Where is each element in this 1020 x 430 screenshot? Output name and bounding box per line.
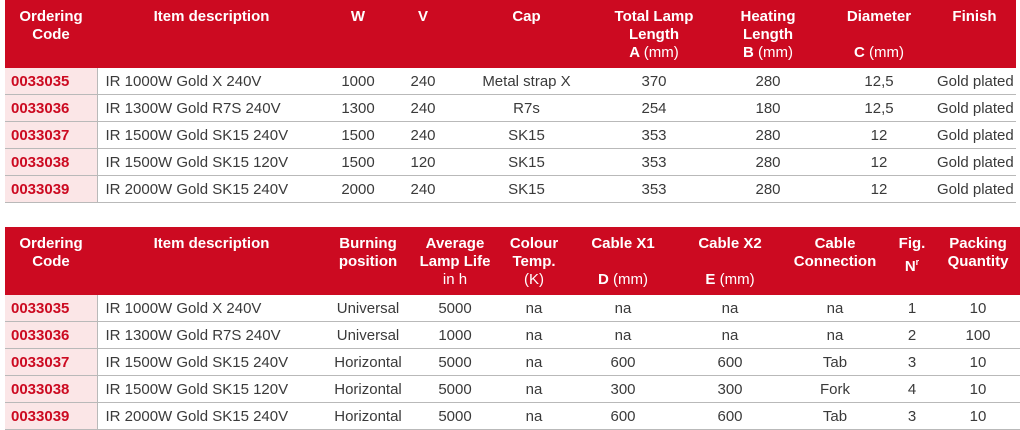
cell-cable-connection: Tab: [782, 349, 888, 376]
header-finish: Finish: [933, 0, 1016, 68]
cell-colour-temp: na: [500, 322, 568, 349]
cell-cap: SK15: [456, 176, 597, 203]
cell-item-description: IR 1000W Gold X 240V: [97, 295, 326, 322]
header-fig-nr: Fig. $N^r$: [888, 227, 936, 295]
cell-diameter: 12: [825, 149, 933, 176]
cell-cable-x1: na: [568, 322, 678, 349]
cell-item-description: IR 1500W Gold SK15 240V: [97, 122, 326, 149]
table-row: [5, 68, 1016, 95]
cell-watt: 1500: [326, 122, 390, 149]
cell-heating-length: 280: [711, 149, 825, 176]
cell-fig-nr: 3: [888, 403, 936, 430]
cell-colour-temp: na: [500, 403, 568, 430]
header-cable-x2: Cable X2 E (mm): [678, 227, 782, 295]
cell-volt: 240: [390, 176, 456, 203]
cell-fig-nr: 3: [888, 349, 936, 376]
header-volt: V: [390, 0, 456, 68]
header-ordering-code: Ordering Code: [5, 227, 97, 295]
header-packing-quantity: Packing Quantity: [936, 227, 1020, 295]
cell-average-lamp-life: 5000: [410, 376, 500, 403]
cell-burning-position: Universal: [326, 295, 410, 322]
cell-ordering-code: 0033037: [5, 349, 97, 376]
cell-packing-quantity: 10: [936, 376, 1020, 403]
table-header-row: [5, 227, 1020, 295]
cell-finish: Gold plated: [933, 149, 1016, 176]
cell-cap: R7s: [456, 95, 597, 122]
header-heating-length: Heating Length B (mm): [711, 0, 825, 68]
cell-total-lamp-length: 370: [597, 68, 711, 95]
cell-ordering-code: 0033038: [5, 149, 97, 176]
header-average-lamp-life: Average Lamp Life in h: [410, 227, 500, 295]
cell-volt: 240: [390, 68, 456, 95]
cell-cable-x1: 600: [568, 349, 678, 376]
cell-ordering-code: 0033036: [5, 322, 97, 349]
cell-diameter: 12: [825, 122, 933, 149]
cell-packing-quantity: 10: [936, 295, 1020, 322]
cell-heating-length: 280: [711, 68, 825, 95]
cell-average-lamp-life: 5000: [410, 349, 500, 376]
cell-cable-x1: 300: [568, 376, 678, 403]
cell-heating-length: 280: [711, 122, 825, 149]
cell-average-lamp-life: 1000: [410, 322, 500, 349]
cell-cable-connection: Fork: [782, 376, 888, 403]
cell-cap: SK15: [456, 122, 597, 149]
cell-packing-quantity: 100: [936, 322, 1020, 349]
cell-cable-x1: 600: [568, 403, 678, 430]
cell-heating-length: 180: [711, 95, 825, 122]
cell-total-lamp-length: 353: [597, 149, 711, 176]
cell-heating-length: 280: [711, 176, 825, 203]
cell-cable-x2: na: [678, 322, 782, 349]
cell-cable-x2: 300: [678, 376, 782, 403]
cell-item-description: IR 1300W Gold R7S 240V: [97, 322, 326, 349]
header-burning-position: Burning position: [326, 227, 410, 295]
cell-watt: 1300: [326, 95, 390, 122]
cell-finish: Gold plated: [933, 122, 1016, 149]
cell-ordering-code: 0033035: [5, 68, 97, 95]
cell-cable-connection: na: [782, 295, 888, 322]
cell-cable-x1: na: [568, 295, 678, 322]
cell-finish: Gold plated: [933, 95, 1016, 122]
cell-ordering-code: 0033038: [5, 376, 97, 403]
cell-finish: Gold plated: [933, 176, 1016, 203]
cell-cable-x2: 600: [678, 349, 782, 376]
cell-ordering-code: 0033039: [5, 403, 97, 430]
cell-packing-quantity: 10: [936, 403, 1020, 430]
cell-ordering-code: 0033035: [5, 295, 97, 322]
table-row: [5, 122, 1016, 149]
header-watt: W: [326, 0, 390, 68]
cell-average-lamp-life: 5000: [410, 295, 500, 322]
cell-item-description: IR 1500W Gold SK15 240V: [97, 349, 326, 376]
table-row: [5, 322, 1020, 349]
table-row: [5, 295, 1020, 322]
table-row: [5, 176, 1016, 203]
specs-table-dimensions: [5, 0, 1016, 203]
cell-item-description: IR 2000W Gold SK15 240V: [97, 403, 326, 430]
cell-item-description: IR 1500W Gold SK15 120V: [97, 149, 326, 176]
cell-diameter: 12,5: [825, 95, 933, 122]
header-item-description: Item description: [97, 227, 326, 295]
cell-cable-x2: na: [678, 295, 782, 322]
cell-item-description: IR 1500W Gold SK15 120V: [97, 376, 326, 403]
table-row: [5, 149, 1016, 176]
header-cable-x1: Cable X1 D (mm): [568, 227, 678, 295]
cell-diameter: 12: [825, 176, 933, 203]
cell-ordering-code: 0033037: [5, 122, 97, 149]
cell-cable-x2: 600: [678, 403, 782, 430]
cell-fig-nr: 4: [888, 376, 936, 403]
table-row: [5, 349, 1020, 376]
cell-cap: Metal strap X: [456, 68, 597, 95]
cell-volt: 240: [390, 122, 456, 149]
cell-fig-nr: 1: [888, 295, 936, 322]
cell-volt: 240: [390, 95, 456, 122]
cell-finish: Gold plated: [933, 68, 1016, 95]
cell-burning-position: Horizontal: [326, 376, 410, 403]
header-item-description: Item description: [97, 0, 326, 68]
cell-burning-position: Horizontal: [326, 349, 410, 376]
header-cap: Cap: [456, 0, 597, 68]
cell-total-lamp-length: 254: [597, 95, 711, 122]
header-colour-temp: Colour Temp. (K): [500, 227, 568, 295]
cell-watt: 1000: [326, 68, 390, 95]
cell-item-description: IR 2000W Gold SK15 240V: [97, 176, 326, 203]
cell-watt: 2000: [326, 176, 390, 203]
cell-watt: 1500: [326, 149, 390, 176]
cell-colour-temp: na: [500, 295, 568, 322]
table-row: [5, 95, 1016, 122]
header-cable-connection: Cable Connection: [782, 227, 888, 295]
cell-ordering-code: 0033036: [5, 95, 97, 122]
cell-average-lamp-life: 5000: [410, 403, 500, 430]
cell-item-description: IR 1000W Gold X 240V: [97, 68, 326, 95]
header-ordering-code: Ordering Code: [5, 0, 97, 68]
specs-table-operation: [5, 227, 1020, 430]
cell-fig-nr: 2: [888, 322, 936, 349]
cell-ordering-code: 0033039: [5, 176, 97, 203]
cell-colour-temp: na: [500, 349, 568, 376]
cell-burning-position: Universal: [326, 322, 410, 349]
table-row: [5, 403, 1020, 430]
cell-colour-temp: na: [500, 376, 568, 403]
header-total-lamp-length: Total Lamp Length A (mm): [597, 0, 711, 68]
cell-cap: SK15: [456, 149, 597, 176]
table-header-row: [5, 0, 1016, 68]
cell-volt: 120: [390, 149, 456, 176]
cell-cable-connection: Tab: [782, 403, 888, 430]
cell-cable-connection: na: [782, 322, 888, 349]
cell-burning-position: Horizontal: [326, 403, 410, 430]
cell-total-lamp-length: 353: [597, 176, 711, 203]
table-row: [5, 376, 1020, 403]
cell-item-description: IR 1300W Gold R7S 240V: [97, 95, 326, 122]
cell-total-lamp-length: 353: [597, 122, 711, 149]
header-diameter: Diameter C (mm): [825, 0, 933, 68]
cell-packing-quantity: 10: [936, 349, 1020, 376]
cell-diameter: 12,5: [825, 68, 933, 95]
